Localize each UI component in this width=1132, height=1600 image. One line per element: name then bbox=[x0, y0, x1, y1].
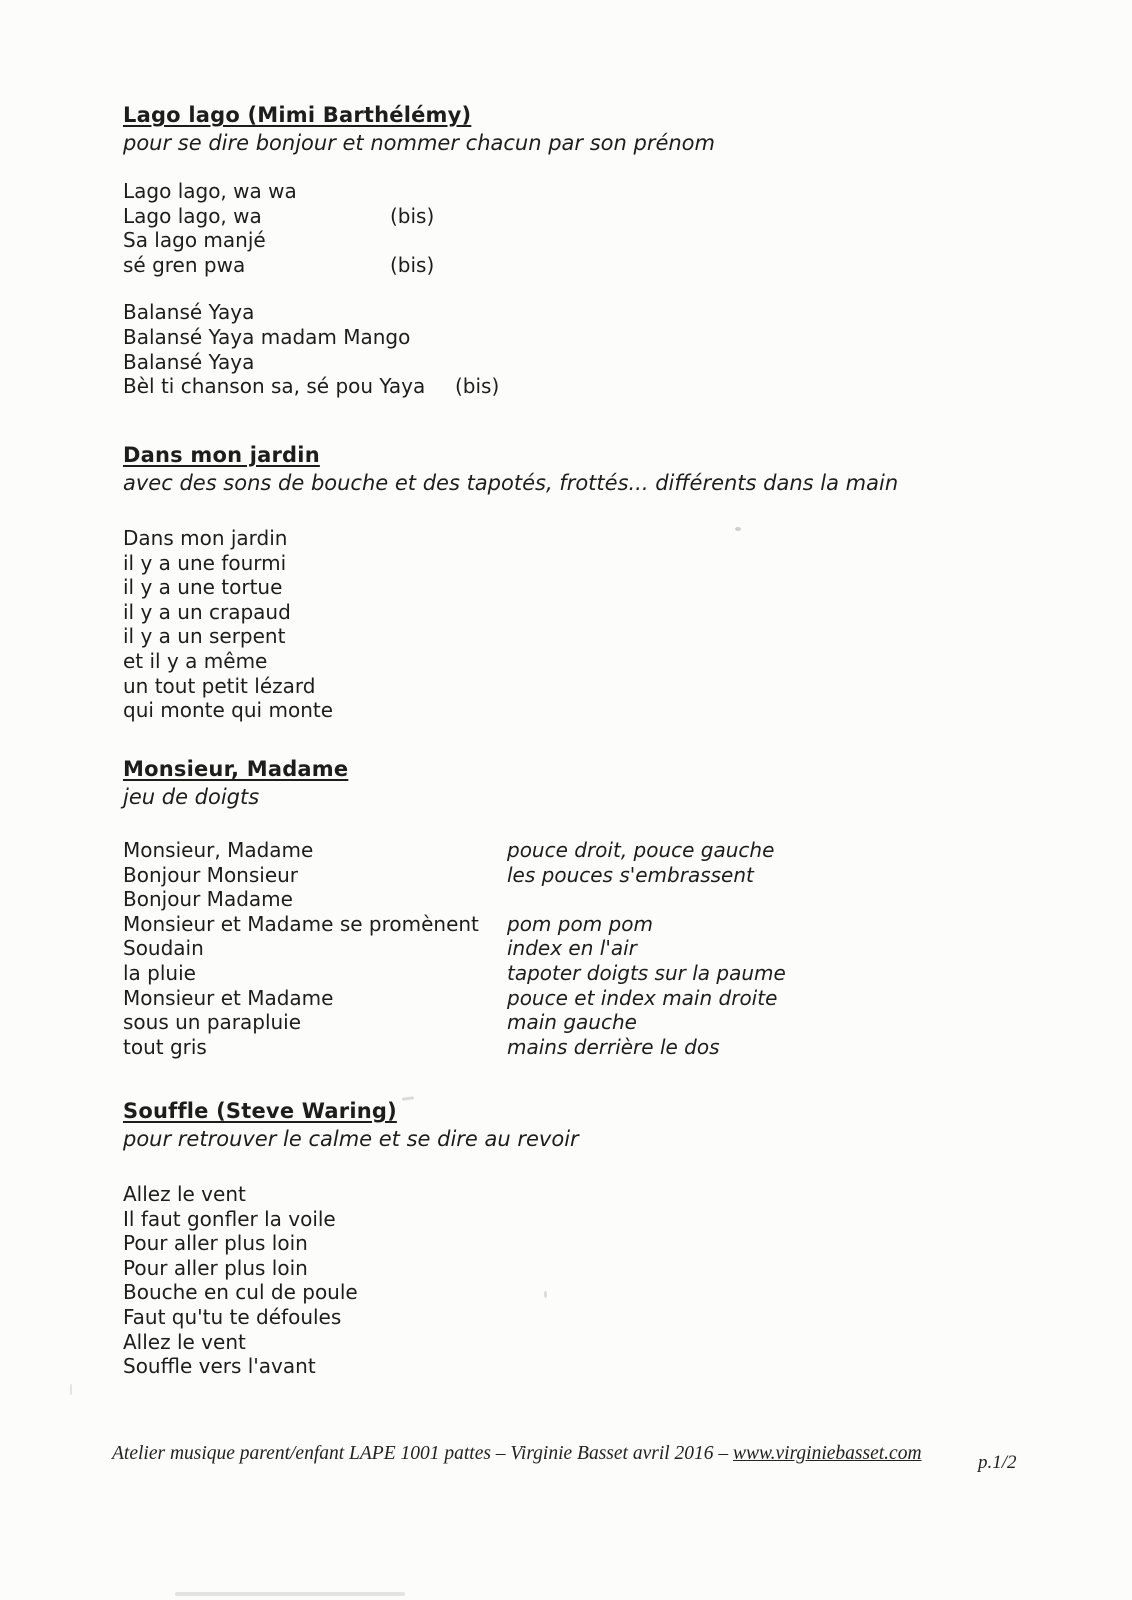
footer bbox=[112, 1443, 922, 1465]
lyric-text: Lago lago, wa wa bbox=[123, 179, 297, 203]
lyric-line bbox=[123, 204, 715, 229]
scan-artifact bbox=[175, 1592, 405, 1596]
section-subtitle: jeu de doigts bbox=[123, 785, 260, 809]
lyric-line: sous un parapluie bbox=[123, 1010, 302, 1035]
gesture-line: tapoter doigts sur la paume bbox=[507, 960, 786, 985]
lyric-line: Monsieur et Madame bbox=[123, 985, 334, 1010]
scan-artifact bbox=[70, 1384, 72, 1395]
gesture-line: pouce et index main droite bbox=[507, 985, 778, 1010]
gestures-column bbox=[507, 838, 786, 1059]
lyric-line: Faut qu'tu te défoules bbox=[123, 1304, 342, 1329]
lyric-line bbox=[123, 228, 715, 253]
lyric-line: Pour aller plus loin bbox=[123, 1231, 308, 1256]
section-subtitle: pour se dire bonjour et nommer chacun par son prénom bbox=[123, 131, 715, 155]
section-title: Lago lago (Mimi Barthélémy) bbox=[123, 103, 472, 127]
lyric-line: il y a une tortue bbox=[123, 575, 283, 600]
lyric-line: Monsieur et Madame se promènent bbox=[123, 911, 479, 936]
gesture-line: pom pom pom bbox=[507, 911, 653, 936]
lyric-line: Bonjour Monsieur bbox=[123, 862, 299, 887]
lyric-line: et il y a même bbox=[123, 648, 268, 673]
lyric-line: il y a un crapaud bbox=[123, 599, 291, 624]
lyric-line bbox=[123, 325, 715, 350]
bis-marker: (bis) bbox=[390, 252, 435, 277]
lyric-line: la pluie bbox=[123, 960, 196, 985]
lyric-text: Bèl ti chanson sa, sé pou Yaya bbox=[123, 374, 426, 399]
lyric-line bbox=[123, 374, 715, 399]
lyric-line: Monsieur, Madame bbox=[123, 838, 314, 862]
lyric-line: Dans mon jardin bbox=[123, 526, 288, 550]
bis-marker: (bis) bbox=[390, 203, 435, 228]
lyric-line: Pour aller plus loin bbox=[123, 1255, 308, 1280]
lyric-line: tout gris bbox=[123, 1034, 207, 1059]
section-subtitle: avec des sons de bouche et des tapotés, frottés... différents dans la main bbox=[123, 471, 899, 495]
gesture-line: index en l'air bbox=[507, 936, 637, 961]
stanza bbox=[123, 179, 715, 277]
section-subtitle: pour retrouver le calme et se dire au revoir bbox=[123, 1127, 579, 1151]
scan-artifact bbox=[544, 1291, 547, 1298]
section-title: Monsieur, Madame bbox=[123, 757, 349, 781]
two-column-lyrics bbox=[123, 838, 786, 1059]
section-title: Dans mon jardin bbox=[123, 443, 320, 467]
lyrics-column bbox=[123, 838, 507, 1059]
stanza bbox=[123, 1182, 579, 1379]
lyric-line: Souffle vers l'avant bbox=[123, 1354, 316, 1379]
stanza bbox=[123, 526, 898, 723]
lyric-line: un tout petit lézard bbox=[123, 673, 316, 698]
section-monsieur-madame bbox=[123, 757, 786, 1059]
scan-artifact bbox=[735, 527, 741, 531]
lyric-line: Bonjour Madame bbox=[123, 887, 293, 912]
footer-credit: Atelier musique parent/enfant LAPE 1001 pattes – Virginie Basset avril 2016 – bbox=[112, 1443, 734, 1464]
lyric-text: sé gren pwa bbox=[123, 252, 246, 277]
lyric-text: Balansé Yaya bbox=[123, 349, 255, 374]
section-lago-lago bbox=[123, 103, 715, 399]
section-souffle bbox=[123, 1099, 579, 1379]
lyric-line bbox=[123, 253, 715, 278]
gesture-line: main gauche bbox=[507, 1010, 637, 1035]
lyric-text: Balansé Yaya bbox=[123, 300, 255, 325]
lyric-text: Sa lago manjé bbox=[123, 228, 266, 253]
lyric-text: Balansé Yaya madam Mango bbox=[123, 324, 411, 349]
gesture-line: pouce droit, pouce gauche bbox=[507, 838, 775, 862]
gesture-line: mains derrière le dos bbox=[507, 1034, 720, 1059]
gesture-line: les pouces s'embrassent bbox=[507, 862, 754, 887]
section-dans-mon-jardin bbox=[123, 443, 898, 723]
lyric-line: Allez le vent bbox=[123, 1329, 246, 1354]
lyric-line: Allez le vent bbox=[123, 1182, 246, 1206]
lyric-line bbox=[123, 300, 715, 325]
lyric-text: Lago lago, wa bbox=[123, 203, 262, 228]
bis-marker: (bis) bbox=[455, 374, 500, 399]
gesture-line bbox=[507, 887, 786, 912]
page-number: p.1/2 bbox=[978, 1452, 1017, 1473]
lyric-line: il y a un serpent bbox=[123, 624, 286, 649]
lyric-line: qui monte qui monte bbox=[123, 698, 334, 723]
lyric-line: Bouche en cul de poule bbox=[123, 1280, 358, 1305]
footer-website-link[interactable]: www.virginiebasset.com bbox=[733, 1443, 922, 1464]
section-title: Souffle (Steve Waring) bbox=[123, 1099, 397, 1123]
lyric-line bbox=[123, 179, 715, 204]
lyric-line: il y a une fourmi bbox=[123, 550, 287, 575]
lyric-line: Soudain bbox=[123, 936, 204, 961]
stanza bbox=[123, 300, 715, 398]
lyric-line bbox=[123, 350, 715, 375]
lyric-line: Il faut gonfler la voile bbox=[123, 1206, 336, 1231]
